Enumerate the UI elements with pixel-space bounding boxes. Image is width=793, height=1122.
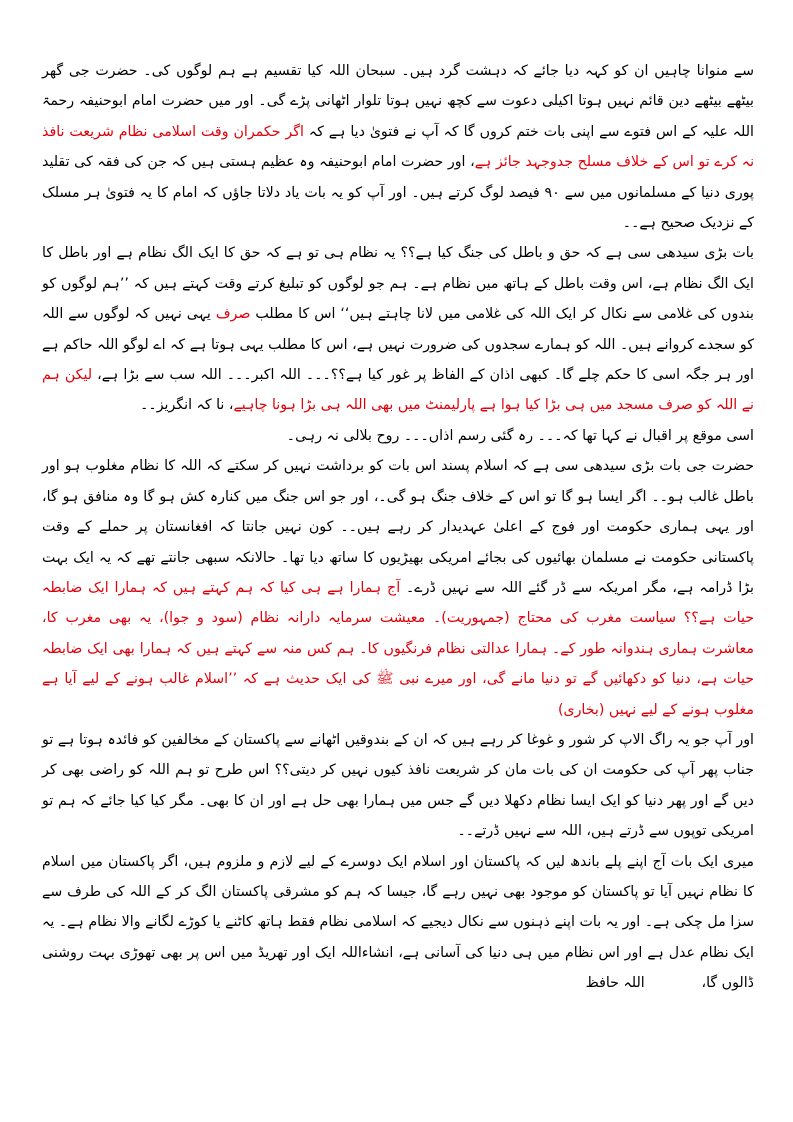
body-text: ، نا کہ انگریز۔۔ [140,397,234,414]
signature: اللہ حافظ [585,975,645,992]
paragraph [42,847,754,999]
highlighted-text: آج ہمارا ہے ہی کیا کہ ہم کہتے ہیں کہ ہمارا ایک ضابطہ حیات ہے؟؟ سیاست مغرب کی محتاج (جمہوریت)۔ معیشت سرمایہ دارانہ نظام (سود و جوا)، یہ بھی مغرب کا، معاشرت ہماری ہندوانہ طور کے۔ ہمارا عدالتی نظام فرنگیوں کا۔ ہم کس منہ سے کہتے ہیں کہ ہمارا بھی ایک ضابطہ حیات ہے، دنیا کو دکھائیں گے تو دنیا مانے گی، اور میرے نبی ﷺ کی ایک حدیث ہے کہ ’’اسلام غالب ہونے کے لیے آیا ہے مغلوب ہونے کے لیے نہیں (بخاری) [42,579,754,718]
body-text: اور آپ جو یہ راگ الاپ کر شور و غوغا کر رہے ہیں کہ ان کے بندوقیں اٹھانے سے پاکستان کے مخالفین کو فائدہ ہوتا ہے تو جناب پھر آپ کی حکومت ان کی بات مان کر شریعت نافذ کیوں نہیں کر دیتی؟؟ اس طرح تو ہم اللہ کو راضی بھی کر دیں گے اور پھر دنیا کو ایک ایسا نظام دکھلا دیں گے جس میں ہمارا بھی حل ہے اور ان کا بھی۔ مگر کیا کیا جائے کہ ہم تو امریکی توپوں سے ڈرتے ہیں، اللہ سے نہیں ڈرتے۔۔ [42,731,754,840]
paragraph [42,451,754,725]
paragraph [42,238,754,420]
highlighted-text: صرف [215,306,251,323]
paragraph [42,56,754,238]
document-body [42,56,754,999]
body-text: یہی نہیں کہ لوگوں سے اللہ کو سجدے کروانے ہیں۔ اللہ کو ہمارے سجدوں کی ضرورت نہیں ہے، اس کا مطلب یہی ہوتا ہے کہ اے لوگو اللہ حاکم ہے اور ہر جگہ اسی کا حکم چلے گا۔ کبھی اذان کے الفاظ پر غور کیا ہے؟؟۔۔۔ اللہ اکبر۔۔۔ اللہ سب سے بڑا ہے، [42,306,754,384]
paragraph [42,725,754,847]
body-text: ، اور حضرت امام ابوحنیفہ وہ عظیم ہستی ہیں کہ جن کی فقہ کی تقلید پوری دنیا کے مسلمانوں میں سے ۹۰ فیصد لوگ کرتے ہیں۔ اور آپ کو یہ بات یاد دلاتا جاؤں کہ امام کا یہ فتویٰ ہر مسلک کے نزدیک صحیح ہے۔۔ [42,154,754,232]
body-text: سے منوانا چاہیں ان کو کہہ دیا جائے کہ دہشت گرد ہیں۔ سبحان اللہ کیا تقسیم ہے ہم لوگوں کی۔ حضرت جی گھر بیٹھے بیٹھے دین قائم نہیں ہوتا اکیلی دعوت سے کچھ نہیں ہوتا تلوار اٹھانی پڑے گی۔ اور میں حضرت امام ابوحنیفہ رحمۃ اللہ علیہ کے اس فتوے سے اپنی بات ختم کروں گا کہ آپ نے فتویٰ دیا ہے کہ [42,63,754,140]
paragraph [42,421,754,451]
highlighted-text: لیکن ہم نے اللہ کو صرف مسجد میں ہی بڑا کیا ہوا ہے پارلیمنٹ میں بھی اللہ ہی بڑا ہونا چاہیے [42,367,754,414]
body-text: حضرت جی بات بڑی سیدھی سی ہے کہ اسلام پسند اس بات کو برداشت نہیں کر سکتے کہ اللہ کا نظام مغلوب ہو اور باطل غالب ہو۔۔ اگر ایسا ہو گا تو اس کے خلاف جنگ ہو گی۔، اور جو اس جنگ میں کنارہ کش ہو گا وہ منافق ہو گا، اور یہی ہماری حکومت اور فوج کے اعلیٰ عہدیدار کر رہے ہیں۔۔ کون نہیں جانتا کہ افغانستان پر حملے کے وقت پاکستانی حکومت نے مسلمان بھائیوں کی بجائے امریکی بھیڑیوں کا ساتھ دیا تھا۔ حالانکہ سبھی جانتے تھے کہ یہ ایک بہت بڑا ڈرامہ ہے، مگر امریکہ سے ڈر گئے اللہ سے نہیں ڈرے۔ [42,458,754,596]
highlighted-text: اگر حکمران وقت اسلامی نظام شریعت نافذ نہ کرے تو اس کے خلاف مسلح جدوجہد جائز ہے [42,123,755,171]
body-text: میری ایک بات آج اپنے پلے باندھ لیں کہ پاکستان اور اسلام ایک دوسرے کے لیے لازم و ملزوم ہیں، اگر پاکستان میں اسلام کا نظام نہیں آیا تو پاکستان کو موجود بھی نہیں رہے گا، جیسا کہ ہم کو مشرقی پاکستان الگ کر کے اللہ کی طرف سے سزا مل چکی ہے۔ اور یہ بات اپنے ذہنوں سے نکال دیجیے کہ اسلامی نظام فقط ہاتھ کاٹنے یا کوڑے لگانے والا نظام ہے۔ یہ ایک نظام عدل ہے اور اس نظام میں ہی دنیا کی آسانی ہے، انشاءاللہ ایک اور تھریڈ میں اس پر بھی تھوڑی بہت روشنی ڈالوں گا، [42,853,754,992]
body-text: بات بڑی سیدھی سی ہے کہ حق و باطل کی جنگ کیا ہے؟؟ یہ نظام ہی تو ہے کہ حق کا ایک الگ نظام ہے اور باطل کا ایک الگ نظام ہے، اس وقت باطل کے ہاتھ میں نظام ہے۔ ہم جو لوگوں کو تبلیغ کرتے وقت کہتے ہیں کہ ’’ہم لوگوں کو بندوں کی غلامی سے نکال کر ایک اللہ کی غلامی میں لانا چاہتے ہیں‘‘ اس کا مطلب [42,245,754,323]
body-text: اسی موقع پر اقبال نے کہا تھا کہ۔۔۔ رہ گئی رسم اذاں۔۔۔ روح بلالی نہ رہی۔ [286,427,754,444]
